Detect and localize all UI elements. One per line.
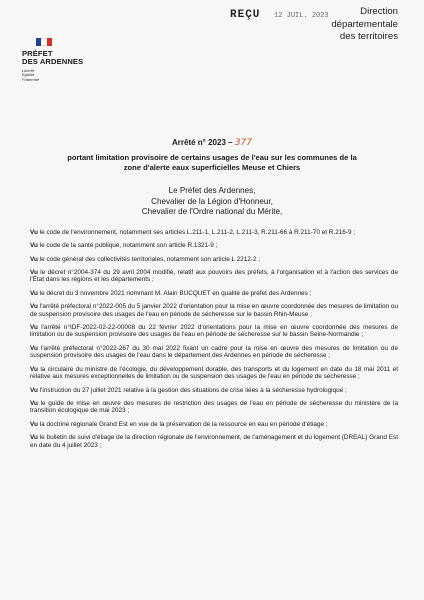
vu-text: le code de la santé publique, notamment son article R.1321-9 ; bbox=[39, 242, 218, 250]
vu-item bbox=[30, 387, 398, 395]
arrete-subtitle bbox=[40, 153, 384, 173]
motto-egalite: Égalité bbox=[22, 72, 35, 78]
prefecture-logo bbox=[22, 38, 102, 83]
logo-title bbox=[22, 50, 102, 67]
vu-text: le guide de mise en œuvre des mesures de restriction des usages de l'eau en période de sécheresse du ministère de la transition écologique de mai 2023 ; bbox=[30, 399, 398, 415]
prefet-block bbox=[0, 186, 424, 218]
prefet-line1: Le Préfet des Ardennes, bbox=[168, 186, 256, 195]
direction-block bbox=[258, 6, 398, 44]
vu-text: l'instruction du 27 juillet 2021 relative à la gestion des situations de crise liées à la sécheresse hydrologique ; bbox=[39, 386, 347, 394]
arrete-prefix: Arrêté n° 2023 – bbox=[172, 138, 233, 147]
vu-item bbox=[30, 303, 398, 318]
vu-label: Vu bbox=[30, 323, 38, 331]
stamp-date: 12 JUIL. 2023 bbox=[274, 12, 329, 20]
vu-text: l'arrêté préfectoral n°2022-267 du 30 mai 2022 fixant un cadre pour la mise en œuvre des mesures de limitation ou de suspension provisoire des usages de l'eau dans le département des Ardennes en période de sécheresse ; bbox=[30, 344, 399, 360]
vu-text: la circulaire du ministre de l'écologie, du développement durable, des transports et du logement en date du 18 mai 2011 et relative aux mesures exceptionnelles de limitation ou de suspension des usages de l'eau en période de sécheresse ; bbox=[30, 365, 399, 381]
subtitle-line2: zone d'alerte eaux superficielles Meuse et Chiers bbox=[123, 163, 301, 172]
vu-text: le décret du 3 novembre 2021 nommant M. Alain BUCQUET en qualité de préfet des Ardennes ; bbox=[39, 289, 312, 297]
vu-label: Vu bbox=[30, 399, 38, 407]
vu-text: l'arrêté préfectoral n°2022-005 du 5 janvier 2022 d'orientation pour la mise en œuvre coordonnée des mesures de limitation ou de suspension provisoire des usages de l'eau en période de sécheresse sur le bassin Rhin-Meuse ; bbox=[30, 303, 398, 318]
vu-item bbox=[30, 400, 398, 415]
logo-title-line2: DES ARDENNES bbox=[22, 57, 84, 67]
vu-text: la doctrine régionale Grand Est en vue de la préservation de la ressource en eau en période d'étiage ; bbox=[39, 420, 328, 428]
motto-fraternite: Fraternité bbox=[22, 77, 40, 82]
vu-text: le bulletin de suivi d'étiage de la direction régionale de l'environnement, de l'aménagement et du logement (DREAL) Grand Est en date du 4 juillet 2023 ; bbox=[30, 433, 398, 449]
vu-label: Vu bbox=[30, 386, 38, 394]
logo-title-line1: PRÉFET bbox=[22, 49, 53, 58]
direction-line2: départementale bbox=[331, 18, 398, 30]
direction-line3: des territoires bbox=[339, 31, 398, 42]
subtitle-line1: portant limitation provisoire de certains usages de l'eau sur les communes de la bbox=[67, 153, 357, 162]
vu-label: Vu bbox=[30, 365, 38, 373]
vu-label: Vu bbox=[30, 433, 38, 441]
prefet-line3: Chevalier de l'Ordre national du Mérite, bbox=[141, 207, 283, 217]
vu-label: Vu bbox=[30, 268, 38, 276]
vu-text: le décret n°2004-374 du 29 avril 2004 modifié, relatif aux pouvoirs des préfets, à l'organisation et à l'action des services de l'État dans les régions et les départements ; bbox=[30, 268, 398, 284]
vu-list bbox=[30, 229, 398, 455]
vu-label: Vu bbox=[30, 229, 38, 236]
vu-label: Vu bbox=[30, 242, 38, 250]
vu-text: le code de l'environnement, notamment ses articles L.211-1, L.211-2, L.211-3, R.211-66 à R.211-70 et R.216-9 ; bbox=[39, 229, 356, 236]
vu-item bbox=[30, 434, 398, 449]
vu-label: Vu bbox=[30, 303, 38, 310]
vu-item bbox=[30, 242, 398, 250]
vu-label: Vu bbox=[30, 255, 38, 263]
vu-label: Vu bbox=[30, 344, 38, 352]
vu-item bbox=[30, 229, 398, 237]
vu-text: l'arrêté n°IDF-2022-02-22-00008 du 22 février 2022 d'orientations pour la mise en œuvre coordonnée des mesures de limitation ou de suspension provisoire des usages de l'eau en période de sécheresse sur le bassin Seine-Normandie ; bbox=[30, 323, 399, 339]
tricolor-flag-icon bbox=[36, 38, 52, 46]
vu-item bbox=[30, 324, 398, 339]
stamp-label: REÇU bbox=[230, 9, 261, 21]
direction-line1: Direction bbox=[360, 6, 398, 17]
vu-text: le code général des collectivités territoriales, notamment son article L 2212-2 ; bbox=[39, 255, 261, 263]
vu-item bbox=[30, 256, 398, 264]
logo-motto bbox=[22, 69, 102, 83]
vu-item bbox=[30, 345, 398, 360]
arrete-title bbox=[0, 138, 424, 148]
vu-item bbox=[30, 290, 398, 298]
vu-item bbox=[30, 269, 398, 284]
prefet-line2: Chevalier de la Légion d'Honneur, bbox=[151, 196, 273, 206]
vu-label: Vu bbox=[30, 289, 38, 297]
motto-liberte: Liberté bbox=[22, 67, 35, 73]
vu-item bbox=[30, 366, 398, 381]
arrete-number: 377 bbox=[234, 138, 252, 148]
vu-label: Vu bbox=[30, 420, 38, 428]
vu-item bbox=[30, 421, 398, 429]
